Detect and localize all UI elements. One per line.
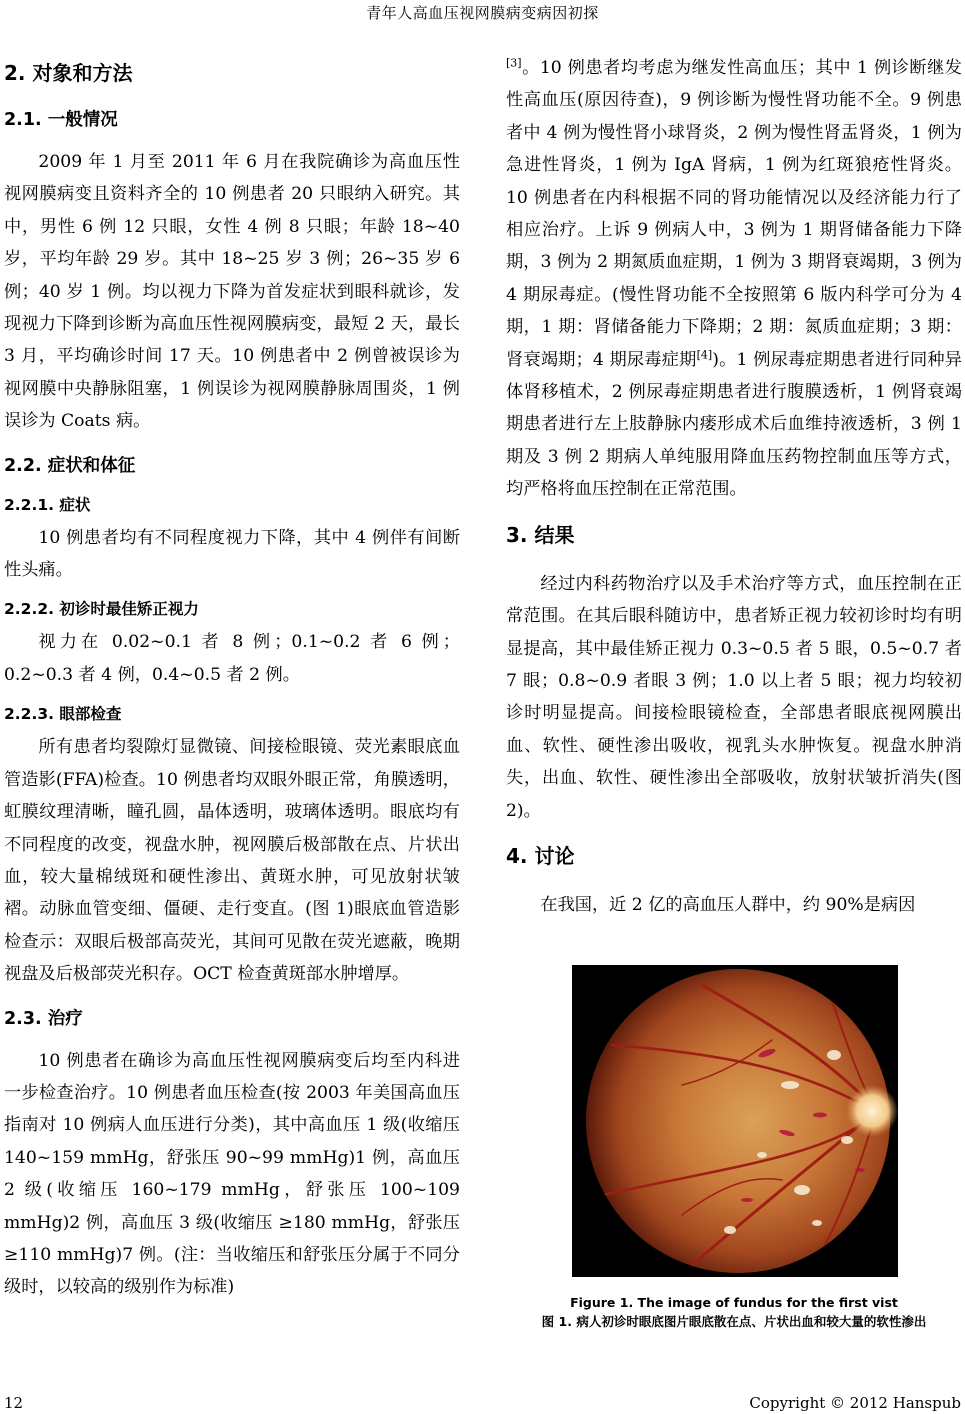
subsection-heading-general: 2.1. 一般情况 <box>4 110 118 130</box>
continuation-text-b: )。1 例尿毒症期患者进行同种异体肾移植术，2 例尿毒症期患者进行腹膜透析，1 例肾衰竭期患者进行左上肢静脉内瘘形成术后血维持液透析，3 例 1 期及 3 例 2 期病人单纯服用降血压药物控制血压等方式，均严格将血压控制在正常范围。 <box>506 349 962 500</box>
section-heading-discussion: 4. 讨论 <box>506 843 575 868</box>
fundus-photo <box>572 965 898 1277</box>
paragraph-visual-acuity: 视力在 0.02~0.1 者 8 例；0.1~0.2 者 6 例；0.2~0.3 者 4 例，0.4~0.5 者 2 例。 <box>4 632 460 685</box>
subsubsection-heading-visual-acuity: 2.2.2. 初诊时最佳矫正视力 <box>4 600 199 619</box>
subsubsection-heading-symptoms: 2.2.1. 症状 <box>4 495 91 514</box>
paragraph-discussion: 在我国，近 2 亿的高血压人群中，约 90%是病因 <box>540 894 916 915</box>
subsection-heading-symptoms-signs: 2.2. 症状和体征 <box>4 455 136 476</box>
subsubsection-heading-eye-exam: 2.2.3. 眼部检查 <box>4 705 122 724</box>
right-column <box>506 52 962 921</box>
paragraph-treatment: 10 例患者在确诊为高血压性视网膜病变后均至内科进一步检查治疗。10 例患者血压检查(按 2003 年美国高血压指南对 10 例病人血压进行分类)，其中高血压 1 级(收缩压 140~159 mmHg，舒张压 90~99 mmHg)1 例，高血压 2 级(收缩压 160~179 mmHg，舒张压 100~109 mmHg)2 例，高血压 3 级(收缩压 ≥180 mmHg，舒张压 ≥110 mmHg)7 例。(注：当收缩压和舒张压分属于不同分级时，以较高的级别作为标准) <box>4 1050 460 1298</box>
left-column <box>4 52 460 1304</box>
page-number: 12 <box>4 1394 24 1412</box>
citation-ref-4: [4] <box>696 347 713 361</box>
figure-caption-chinese: 图 1. 病人初诊时眼底图片眼底散在点、片状出血和较大量的软性渗出 <box>541 1314 927 1329</box>
continuation-text-a: 。10 例患者均考虑为继发性高血压；其中 1 例诊断继发性高血压(原因待查)，9 例诊断为慢性肾功能不全。9 例患者中 4 例为慢性肾小球肾炎，2 例为慢性肾盂肾炎，1 例为急进性肾炎，1 例为 IgA 肾病，1 例为红斑狼疮性肾炎。10 例患者在内科根据不同的肾功能情况以及经济能力行了相应治疗。上诉 9 例病人中，3 例为 1 期肾储备能力下降期，3 例为 2 期氮质血症期，1 例为 3 期肾衰竭期，3 例为 4 期尿毒症。(慢性肾功能不全按照第 6 版内科学可分为 4 期，1 期：肾储备能力下降期；2 期：氮质血症期；3 期：肾衰竭期；4 期尿毒症期 <box>506 58 962 370</box>
paragraph-continuation <box>506 52 962 506</box>
copyright-notice: Copyright © 2012 Hanspub <box>749 1394 961 1412</box>
subsection-heading-treatment: 2.3. 治疗 <box>4 1008 83 1029</box>
figure-caption-english: Figure 1. The image of fundus for the first vist <box>570 1295 898 1310</box>
paragraph-eye-exam: 所有患者均裂隙灯显微镜、间接检眼镜、荧光素眼底血管造影(FFA)检查。10 例患者均双眼外眼正常，角膜透明，虹膜纹理清晰，瞳孔圆，晶体透明，玻璃体透明。眼底均有不同程度的改变，视盘水肿，视网膜后极部散在点、片状出血，较大量棉绒斑和硬性渗出、黄斑水肿，可见放射状皱褶。动脉血管变细、僵硬、走行变直。(图 1)眼底血管造影检查示：双眼后极部高荧光，其间可见散在荧光遮蔽，晚期视盘及后极部荧光积存。OCT 检查黄斑部水肿增厚。 <box>4 737 460 985</box>
figure-caption <box>506 1293 962 1331</box>
paragraph-symptoms: 10 例患者均有不同程度视力下降，其中 4 例伴有间断性头痛。 <box>4 527 460 581</box>
section-heading-methods: 2. 对象和方法 <box>4 61 133 85</box>
running-head: 青年人高血压视网膜病变病因初探 <box>366 4 599 22</box>
paragraph-results: 经过内科药物治疗以及手术治疗等方式，血压控制在正常范围。在其后眼科随访中，患者矫正视力较初诊时均有明显提高，其中最佳矫正视力 0.3~0.5 者 5 眼，0.5~0.7 者 7 眼；0.8~0.9 者眼 3 例；1.0 以上者 5 眼；视力均较初诊时明显提高。间接检眼镜检查，全部患者眼底视网膜出血、软性、硬性渗出吸收，视乳头水肿恢复。视盘水肿消失，出血、软性、硬性渗出全部吸收，放射状皱折消失(图 2)。 <box>506 573 962 821</box>
fundus-image-svg <box>572 965 898 1277</box>
citation-ref-3: [3] <box>506 56 522 70</box>
section-heading-results: 3. 结果 <box>506 522 575 547</box>
paragraph-general: 2009 年 1 月至 2011 年 6 月在我院确诊为高血压性视网膜病变且资料齐全的 10 例患者 20 只眼纳入研究。其中，男性 6 例 12 只眼，女性 4 例 8 只眼；年龄 18~40 岁，平均年龄 29 岁。其中 18~25 岁 3 例；26~35 岁 6 例；40 岁 1 例。均以视力下降为首发症状到眼科就诊，发现视力下降到诊断为高血压性视网膜病变，最短 2 天，最长 3 月，平均确诊时间 17 天。10 例患者中 2 例曾被误诊为视网膜中央静脉阻塞，1 例误诊为视网膜静脉周围炎，1 例误诊为 Coats 病。 <box>4 152 460 432</box>
